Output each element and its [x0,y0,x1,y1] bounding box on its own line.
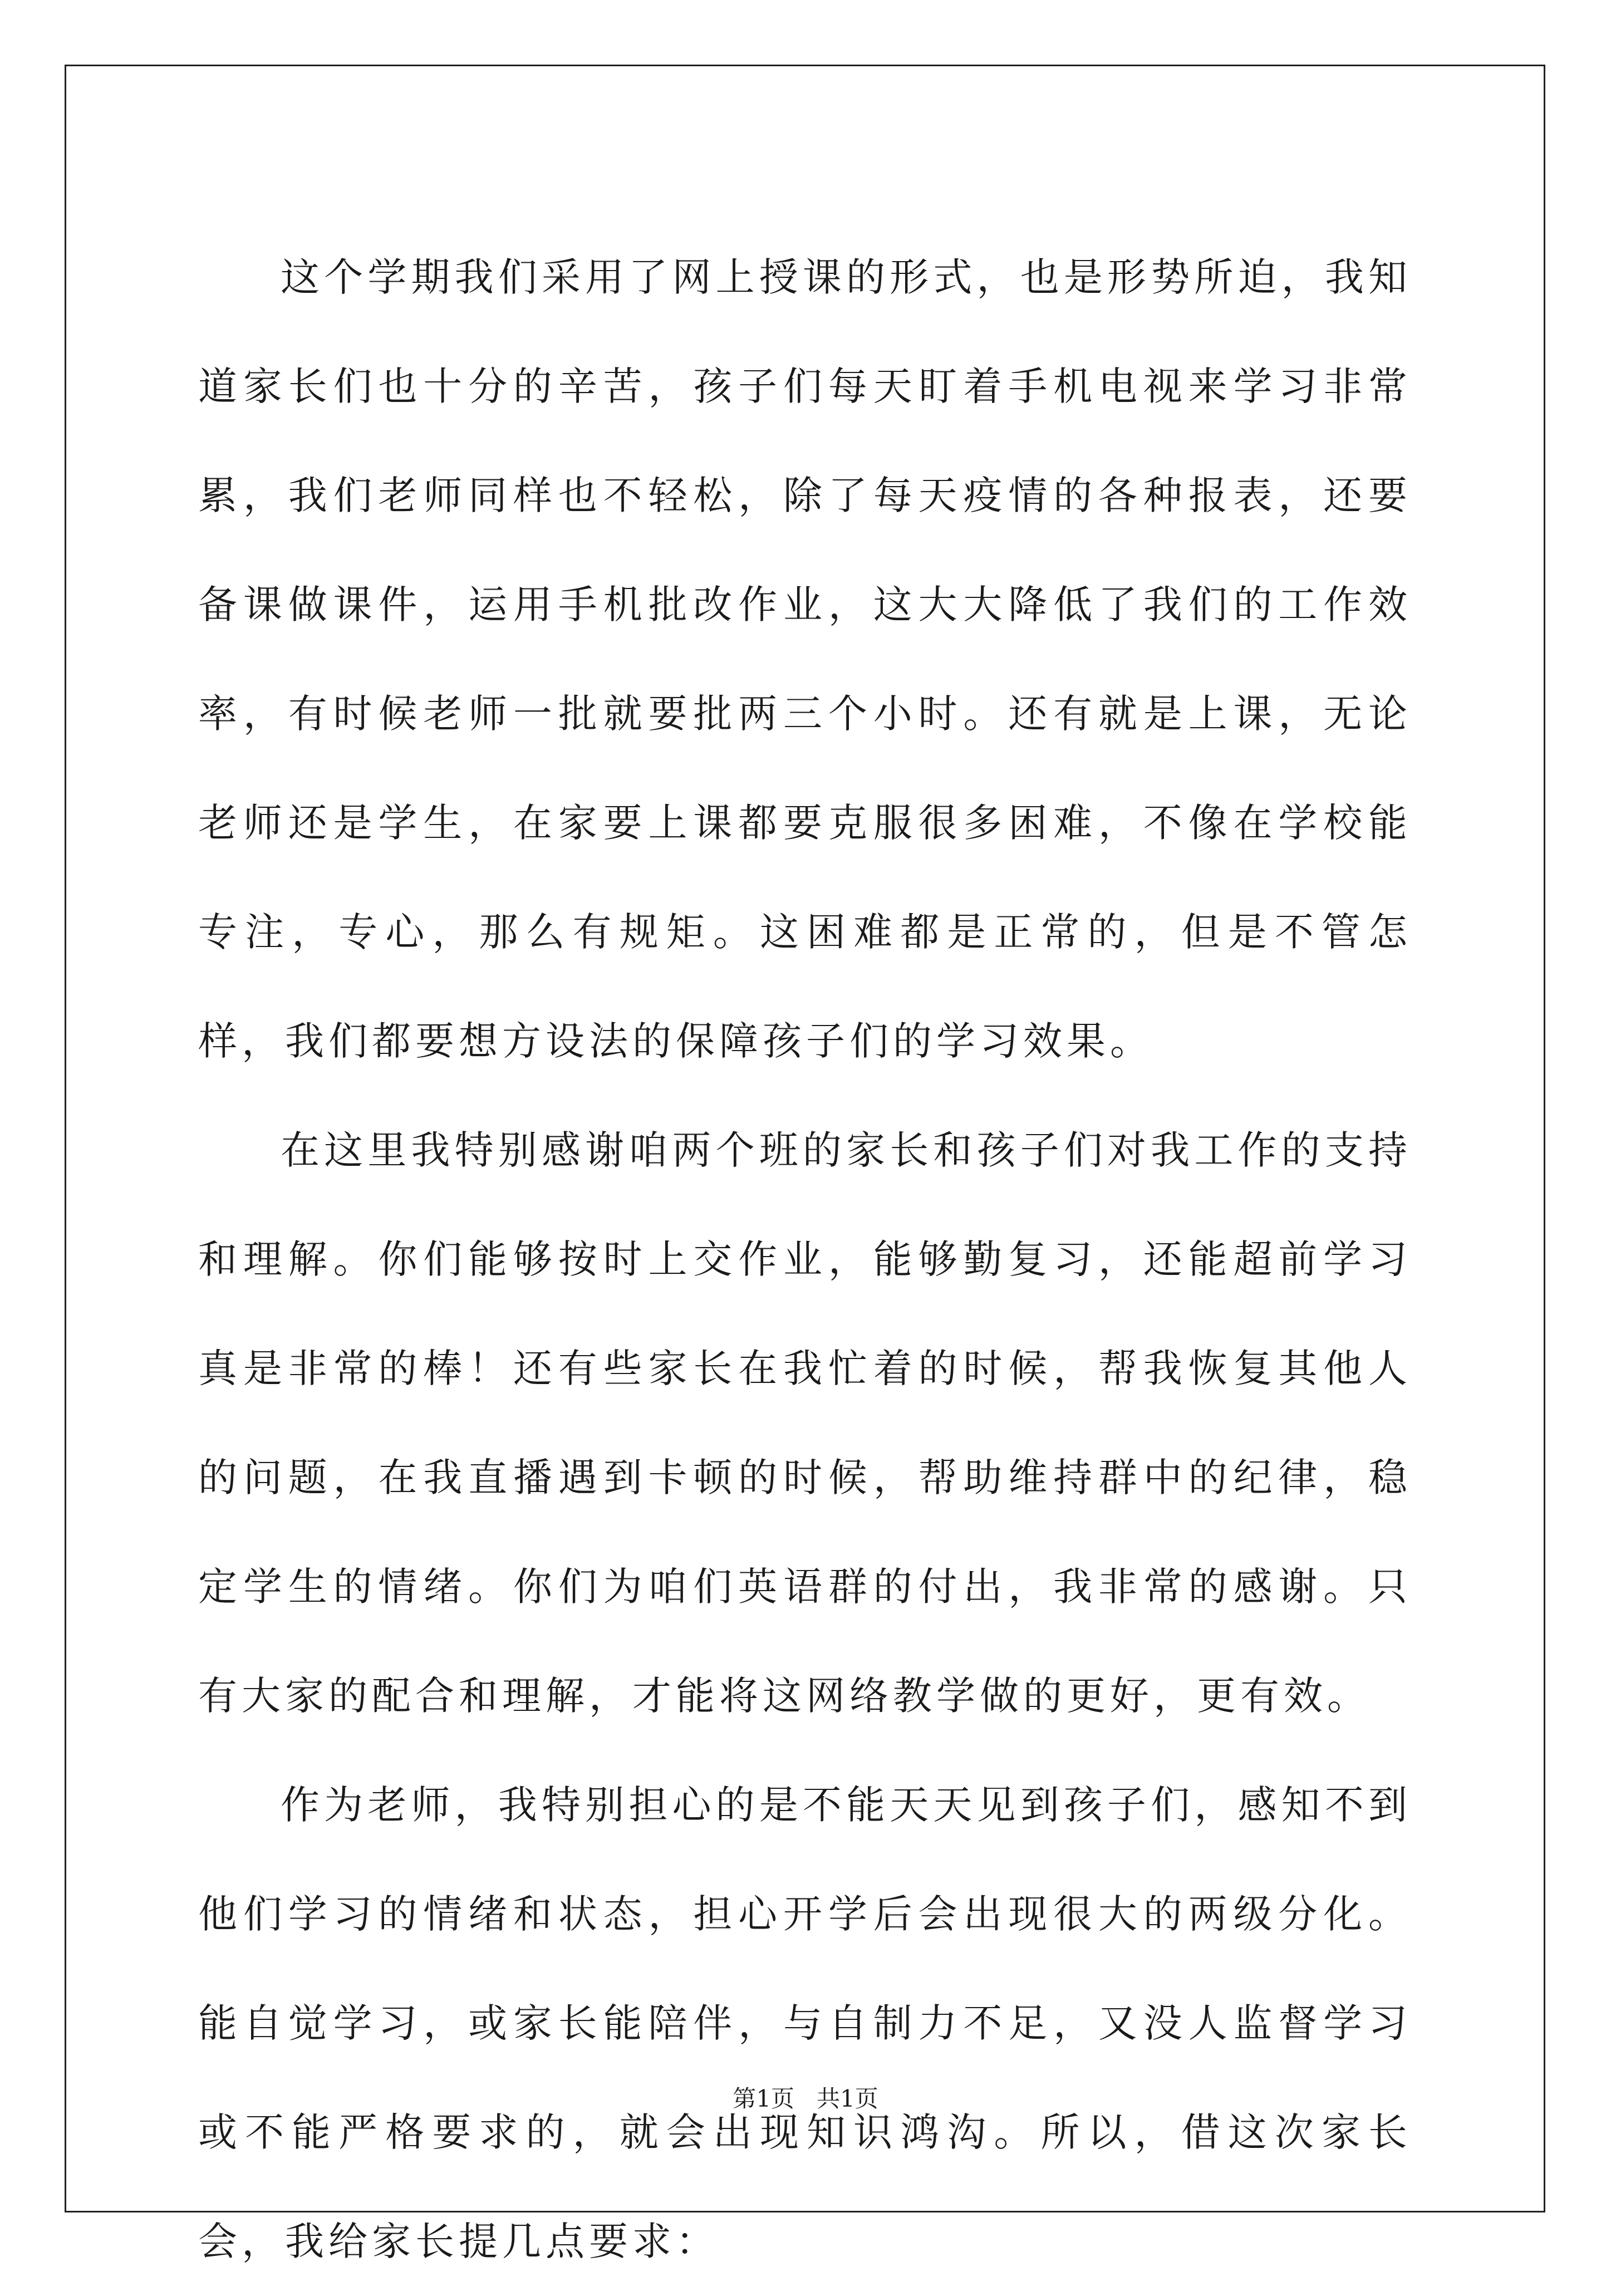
paragraph-3: 作为老师，我特别担心的是不能天天见到孩子们，感知不到他们学习的情绪和状态，担心开学后会出现很大的两级分化。能自觉学习，或家长能陪伴，与自制力不足，又没人监督学习或不能严格要求的，就会出现知识鸿沟。所以，借这次家长会，我给家长提几点要求： [198,1782,1412,2264]
page-footer [0,2082,1611,2116]
paragraph-1: 这个学期我们采用了网上授课的形式，也是形势所迫，我知道家长们也十分的辛苦，孩子们每天盯着手机电视来学习非常累，我们老师同样也不轻松，除了每天疫情的各种报表，还要备课做课件，运用手机批改作业，这大大降低了我们的工作效率，有时候老师一批就要批两三个小时。还有就是上课，无论老师还是学生，在家要上课都要克服很多困难，不像在学校能专注，专心，那么有规矩。这困难都是正常的，但是不管怎样，我们都要想方设法的保障孩子们的学习效果。 [198,254,1412,1064]
document-body [198,223,1412,2296]
page-number: 第1页 共1页 [733,2085,878,2112]
paragraph-2: 在这里我特别感谢咱两个班的家长和孩子们对我工作的支持和理解。你们能够按时上交作业，能够勤复习，还能超前学习真是非常的棒！还有些家长在我忙着的时候，帮我恢复其他人的问题，在我直播遇到卡顿的时候，帮助维持群中的纪律，稳定学生的情绪。你们为咱们英语群的付出，我非常的感谢。只有大家的配合和理解，才能将这网络教学做的更好，更有效。 [198,1127,1412,1719]
